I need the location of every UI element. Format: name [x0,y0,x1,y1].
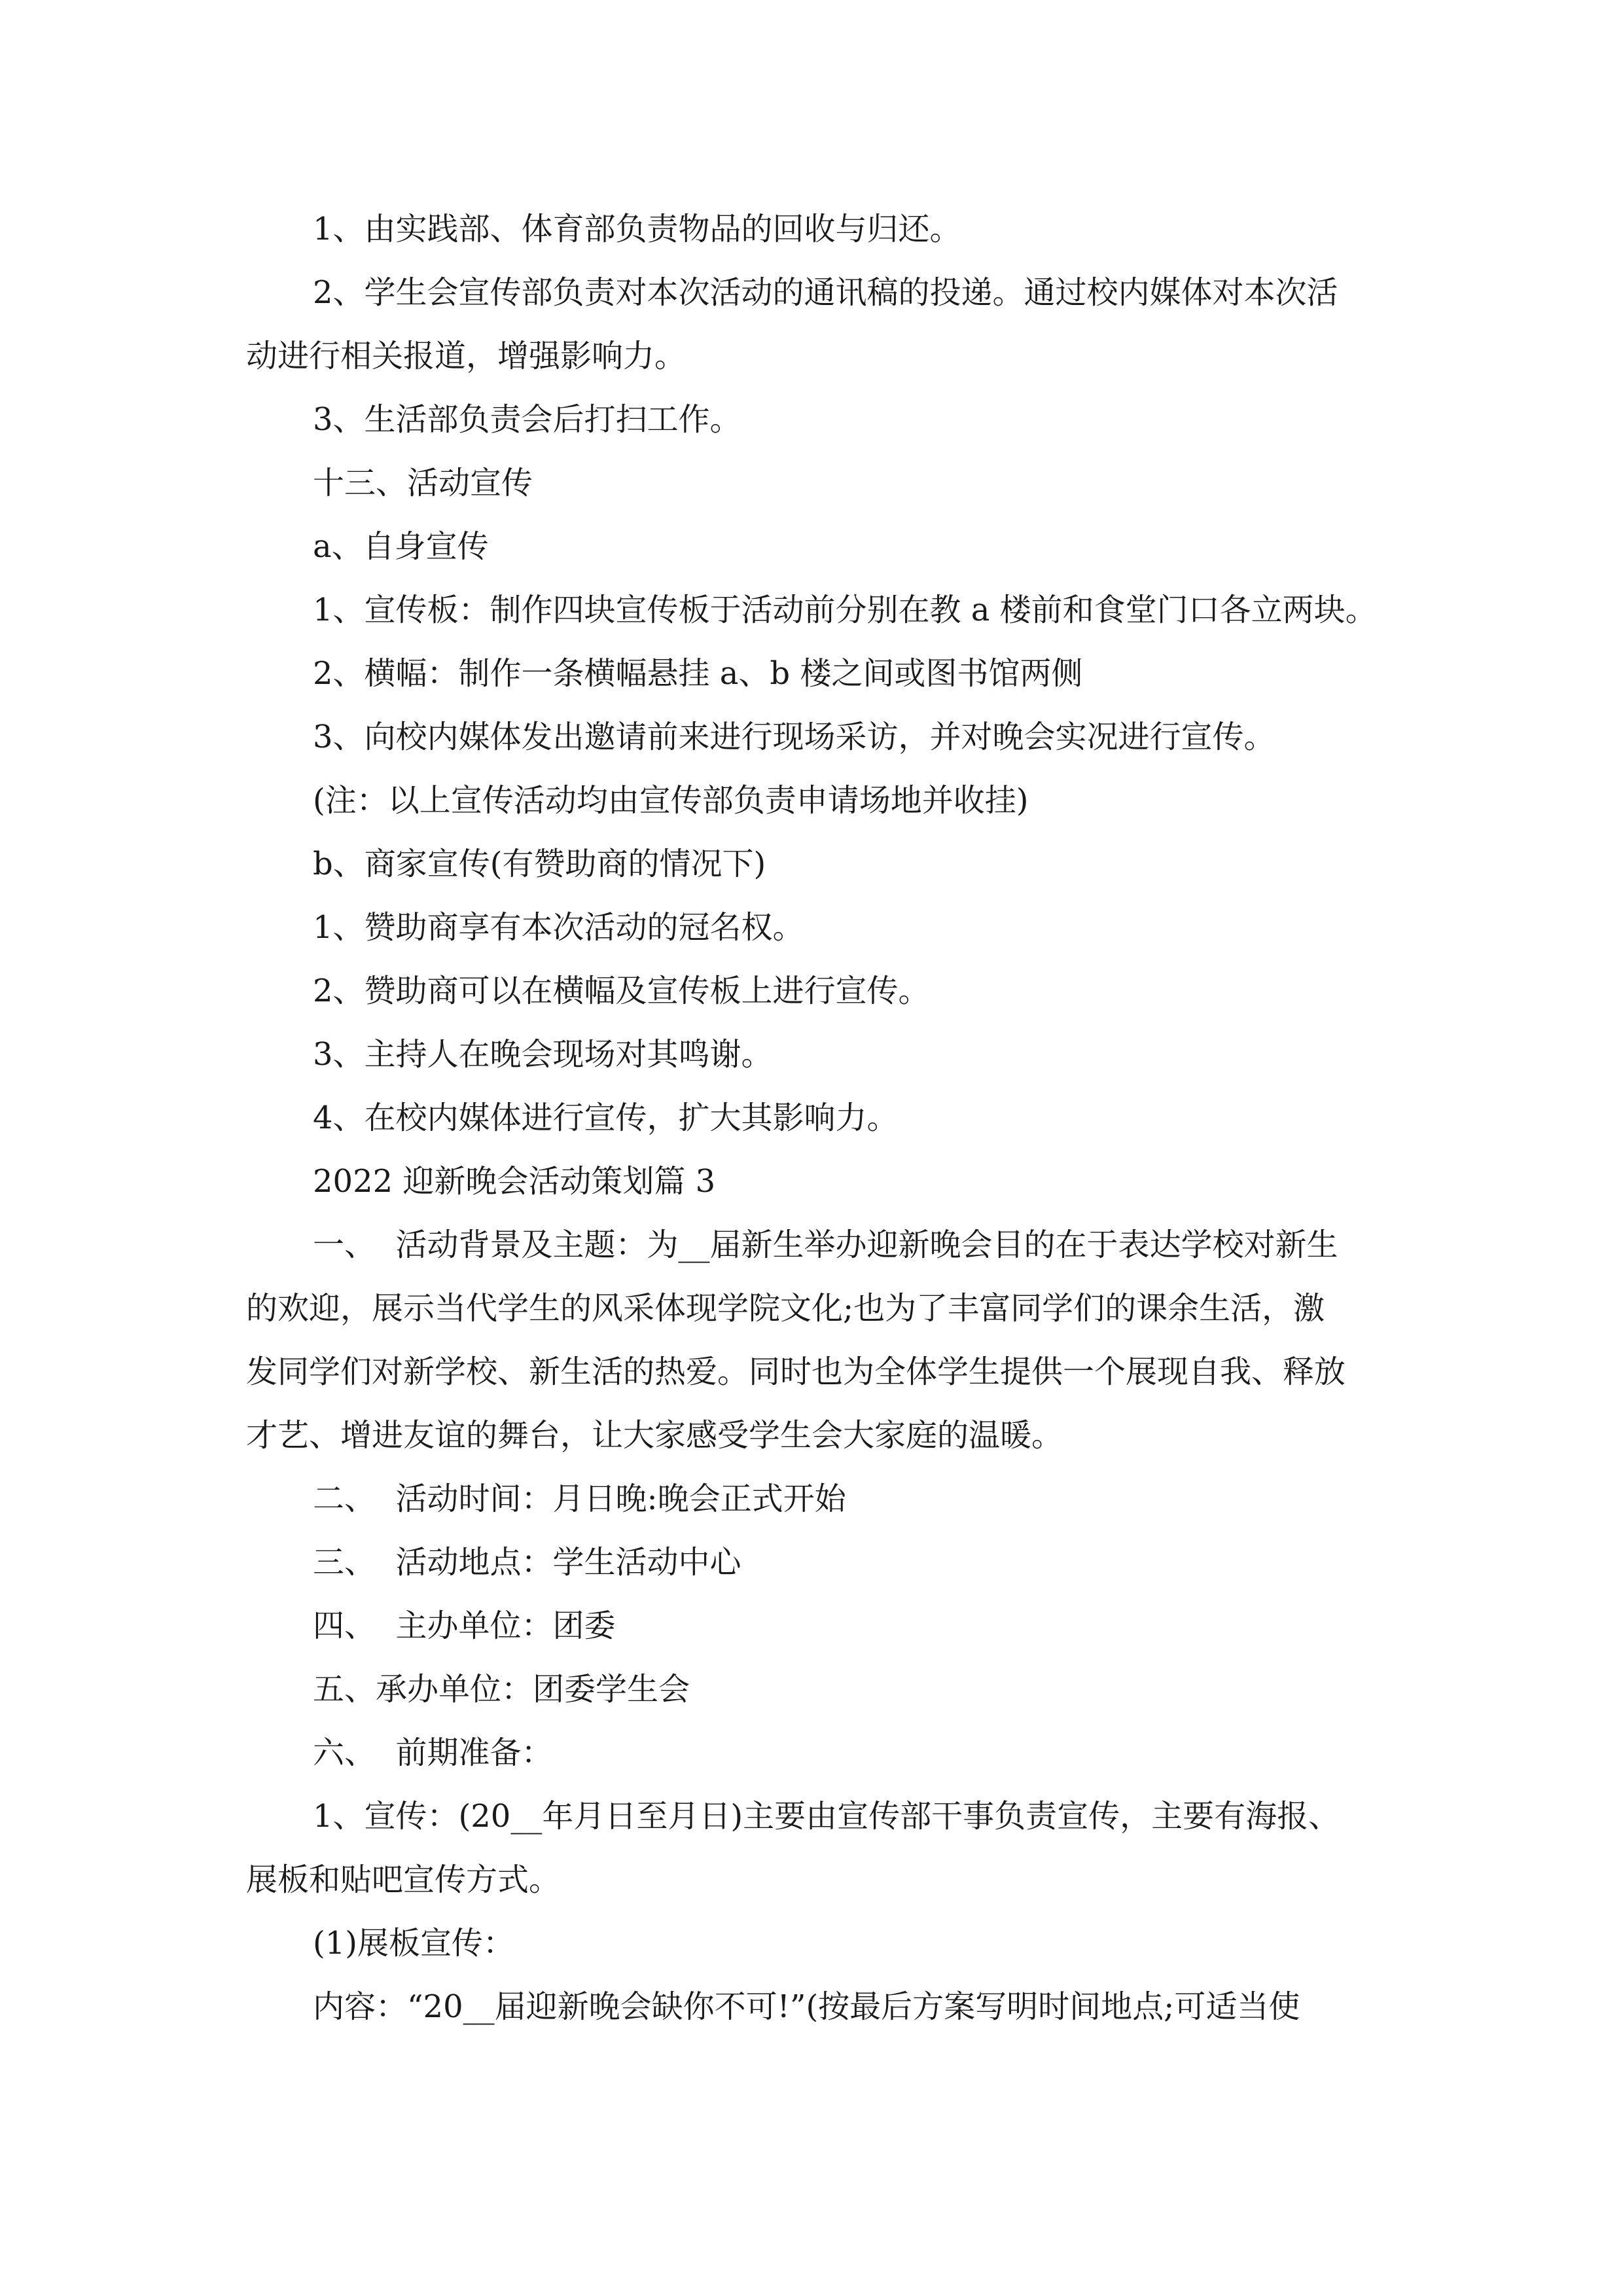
text-line: 1、由实践部、体育部负责物品的回收与归还。 [313,211,961,247]
text-line: 内容：“20__届迎新晚会缺你不可!”(按最后方案写明时间地点;可适当使 [313,1988,1300,2025]
section-heading: 十三、活动宣传 [313,465,533,501]
text-line: 四、 主办单位：团委 [313,1607,616,1644]
text-line: 2、学生会宣传部负责对本次活动的通讯稿的投递。通过校内媒体对本次活 [313,274,1338,311]
text-line: 二、 活动时间：月日晚:晚会正式开始 [313,1480,846,1517]
text-line: 五、承办单位：团委学生会 [313,1671,690,1708]
text-line: 的欢迎，展示当代学生的风采体现学院文化;也为了丰富同学们的课余生活，激 [246,1290,1325,1327]
text-line: 发同学们对新学校、新生活的热爱。同时也为全体学生提供一个展现自我、释放 [246,1354,1346,1390]
text-line: 4、在校内媒体进行宣传，扩大其影响力。 [313,1100,899,1136]
text-line: 2、横幅：制作一条横幅悬挂 a、b 楼之间或图书馆两侧 [313,655,1083,692]
text-line: 才艺、增进友谊的舞台，让大家感受学生会大家庭的温暖。 [246,1417,1063,1454]
text-line: a、自身宣传 [313,528,489,565]
text-line: 2、赞助商可以在横幅及宣传板上进行宣传。 [313,973,930,1009]
text-line: 一、 活动背景及主题：为__届新生举办迎新晚会目的在于表达学校对新生 [313,1227,1338,1263]
text-line: 1、宣传板：制作四块宣传板于活动前分别在教 a 楼前和食堂门口各立两块。 [313,592,1377,628]
text-line: 3、主持人在晚会现场对其鸣谢。 [313,1036,773,1073]
text-line: 1、宣传：(20__年月日至月日)主要由宣传部干事负责宣传，主要有海报、 [313,1798,1340,1835]
text-line: 动进行相关报道，增强影响力。 [246,338,687,374]
text-line: 3、向校内媒体发出邀请前来进行现场采访，并对晚会实况进行宣传。 [313,719,1275,755]
text-line: 三、 活动地点：学生活动中心 [313,1544,741,1581]
text-line: 六、 前期准备： [313,1734,553,1771]
section-title: 2022 迎新晚会活动策划篇 3 [313,1163,716,1200]
text-line: b、商家宣传(有赞助商的情况下) [313,846,766,882]
text-line: (1)展板宣传： [313,1925,514,1962]
text-line: 展板和贴吧宣传方式。 [246,1861,561,1898]
text-line: 3、生活部负责会后打扫工作。 [313,401,741,438]
text-line: 1、赞助商享有本次活动的冠名权。 [313,909,804,946]
text-line: (注：以上宣传活动均由宣传部负责申请场地并收挂) [313,782,1029,819]
